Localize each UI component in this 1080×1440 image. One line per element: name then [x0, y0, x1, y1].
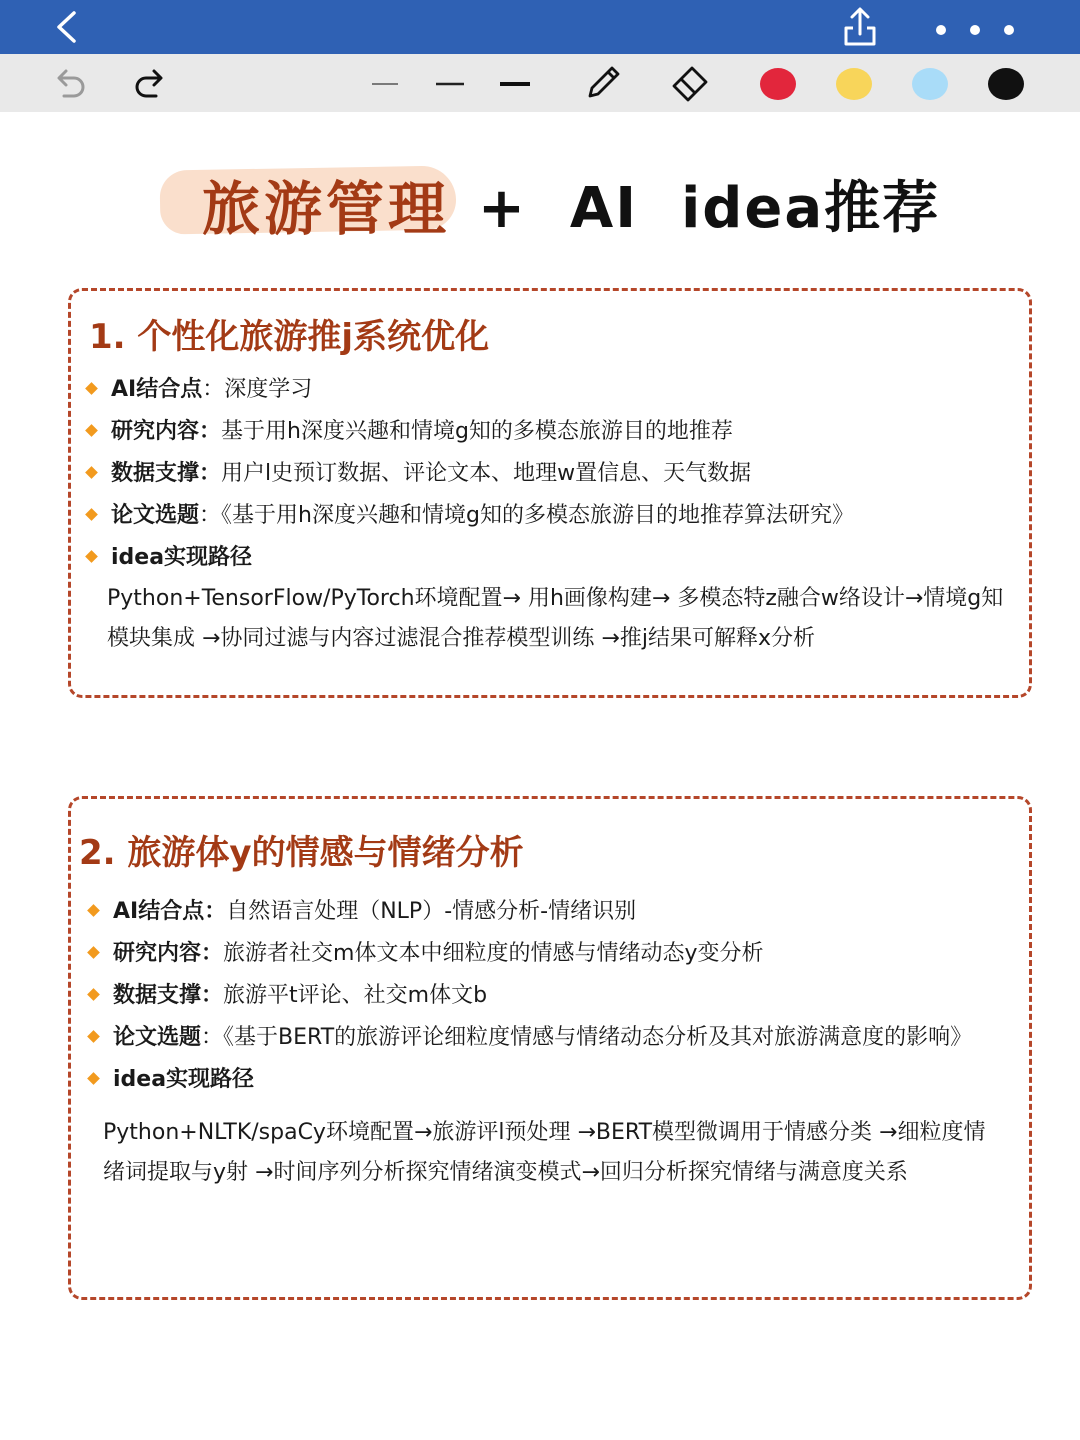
item-label: 研究内容： [111, 419, 222, 444]
card-title: 2. 旅游体y的情感与情绪分析 [79, 833, 524, 873]
color-swatch-light-blue[interactable] [912, 68, 948, 100]
item-text: 旅游者社交m体文本中细粒度的情感与情绪动态y变分析 [223, 941, 764, 966]
list-item-implementation-path [87, 1059, 1007, 1101]
redo-icon[interactable] [132, 66, 168, 100]
card-item-list [85, 369, 1005, 659]
item-text: 深度学习 [224, 377, 313, 402]
medium-stroke-icon[interactable] [434, 74, 466, 94]
list-item-data-support [87, 975, 1007, 1017]
item-text: 基于用h深度兴趣和情境g知的多模态旅游目的地推荐 [221, 419, 733, 444]
eraser-icon[interactable] [668, 62, 712, 104]
page-title [0, 160, 1080, 250]
list-item-data-support [85, 453, 1005, 495]
more-options-icon[interactable] [925, 14, 1025, 44]
item-separator: ： [201, 1025, 224, 1050]
item-text: 《基于BERT的旅游评论细粒度情感与情绪动态分析及其对旅游满意度的影响》 [223, 1025, 973, 1050]
thick-stroke-icon[interactable] [498, 74, 532, 94]
item-separator: ： [199, 503, 222, 528]
list-item-ai-point [87, 891, 1007, 933]
list-item-research-content [87, 933, 1007, 975]
item-label: AI结合点 [111, 377, 203, 402]
item-label: idea实现路径 [111, 545, 253, 570]
item-label: AI结合点： [113, 899, 227, 924]
color-swatch-black[interactable] [988, 68, 1024, 100]
list-item-thesis-topic [85, 495, 1005, 537]
list-item-ai-point [85, 369, 1005, 411]
implementation-path-text: Python+NLTK/spaCy环境配置→旅游评l预处理 →BERT模型微调用于情感分类 →细粒度情绪词提取与y射 →时间序列分析探究情绪演变模式→回归分析探究情绪与满意度关系 [103, 1120, 986, 1185]
back-chevron-icon[interactable] [50, 10, 84, 44]
item-label: 研究内容： [113, 941, 224, 966]
idea-card-1 [68, 288, 1032, 698]
title-highlight-text: 旅游管理 [202, 175, 451, 243]
card-title: 1. 个性化旅游推j系统优化 [89, 317, 490, 357]
list-item-thesis-topic [87, 1017, 1007, 1059]
drawing-toolbar [0, 54, 1080, 112]
item-text: 《基于用h深度兴趣和情境g知的多模态旅游目的地推荐算法研究》 [221, 503, 854, 528]
diamond-bullet-icon [85, 382, 98, 395]
item-label: 数据支撑： [111, 461, 222, 486]
thin-stroke-icon[interactable] [370, 74, 400, 94]
item-text: 旅游平t评论、社交m体文b [223, 983, 488, 1008]
title-rest-text: + AI idea推荐 [478, 176, 941, 241]
share-icon[interactable] [840, 6, 880, 48]
item-label: 论文选题 [113, 1025, 202, 1050]
diamond-bullet-icon [87, 946, 100, 959]
item-text: 自然语言处理（NLP）-情感分析-情绪识别 [226, 899, 637, 924]
diamond-bullet-icon [85, 466, 98, 479]
diamond-bullet-icon [87, 904, 100, 917]
diamond-bullet-icon [87, 1030, 100, 1043]
item-label: idea实现路径 [113, 1067, 255, 1092]
diamond-bullet-icon [85, 424, 98, 437]
diamond-bullet-icon [85, 508, 98, 521]
diamond-bullet-icon [87, 988, 100, 1001]
color-swatch-yellow[interactable] [836, 68, 872, 100]
top-nav-bar [0, 0, 1080, 54]
implementation-path-text: Python+TensorFlow/PyTorch环境配置→ 用h画像构建→ 多模态特z融合w络设计→情境g知模块集成 →协同过滤与内容过滤混合推荐模型训练 →推j结果可解释x分析 [107, 586, 1004, 651]
item-separator: ： [202, 377, 225, 402]
item-label: 论文选题 [111, 503, 200, 528]
item-text: 用户l史预订数据、评论文本、地理w置信息、天气数据 [221, 461, 752, 486]
diamond-bullet-icon [87, 1072, 100, 1085]
card-item-list [87, 891, 1007, 1193]
idea-card-2 [68, 796, 1032, 1300]
list-item-research-content [85, 411, 1005, 453]
item-label: 数据支撑： [113, 983, 224, 1008]
color-swatch-red[interactable] [760, 68, 796, 100]
pencil-icon[interactable] [582, 62, 624, 104]
list-item-implementation-path [85, 537, 1005, 579]
undo-icon[interactable] [52, 66, 88, 100]
diamond-bullet-icon [85, 550, 98, 563]
